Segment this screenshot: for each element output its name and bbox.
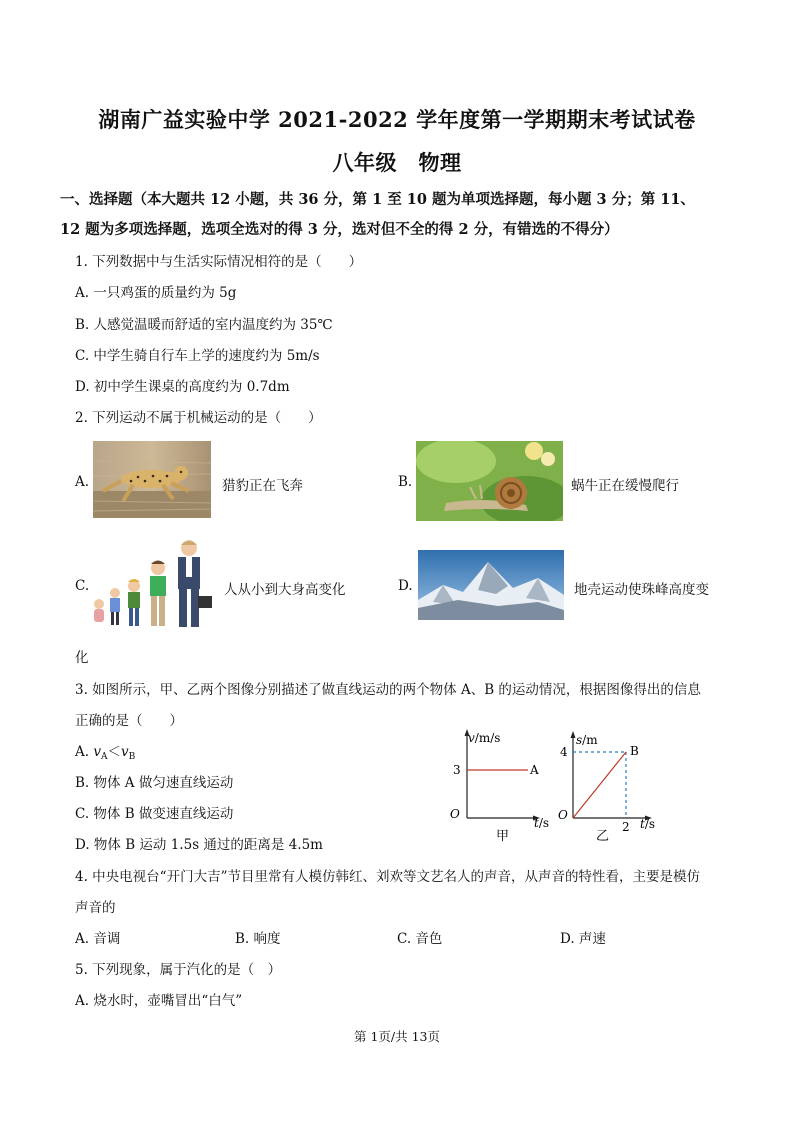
q1-option-a: A. 一只鸡蛋的质量约为 5g [75,285,237,301]
growth-figures-image [90,538,214,630]
q3-option-d: D. 物体 B 运动 1.5s 通过的距离是 4.5m [75,837,323,853]
q5-stem: 5. 下列现象，属于汽化的是（ ） [75,962,282,978]
graph-jia-tick-3: 3 [453,763,461,777]
q2-option-b-letter: B. [398,474,413,490]
velocity-time-graph [440,726,560,850]
graph-yi-tick-4: 4 [560,745,568,759]
q2-option-d-text-continued: 化 [75,650,89,666]
cheetah-image [93,441,211,518]
q2-option-a-text: 猎豹正在飞奔 [222,478,303,494]
graph-yi-x-label: t/s [640,817,656,831]
q3-stem-line2: 正确的是（ ） [75,713,183,729]
q3-option-a-sub2: B [128,752,136,762]
q4-option-d: D. 声速 [560,931,606,947]
graph-jia-x-label: t/s [534,816,550,830]
graph-jia-label-a: A [530,763,539,777]
q3-option-a-prefix: A. [75,744,94,760]
q1-stem: 1. 下列数据中与生活实际情况相符的是（ ） [75,254,363,270]
q2-option-c-letter: C. [75,578,90,594]
q4-option-c: C. 音色 [397,931,443,947]
graph-jia-origin: O [450,807,460,821]
graph-yi-y-arrow [571,731,576,738]
exam-subtitle: 八年级 物理 [332,150,462,175]
q4-stem-line1: 4. 中央电视台“开门大吉”节目里常有人模仿韩红、刘欢等文艺名人的声音，从声音的特性看，主要是模仿 [75,869,700,885]
q1-option-d: D. 初中学生课桌的高度约为 0.7dm [75,379,290,395]
graph-yi-label-b: B [630,744,639,758]
q3-option-a-sub1: A [100,752,108,762]
graph-yi-tick-2: 2 [622,820,630,834]
q4-option-a: A. 音调 [75,931,121,947]
q3-option-a-v2: v [120,744,129,760]
snail-image [416,441,563,521]
q2-option-c-text: 人从小到大身高变化 [224,582,346,598]
graph-jia-caption: 甲 [496,829,510,844]
graph-yi-y-label: s/m [576,733,598,747]
graph-yi-line-b [573,752,626,818]
mountain-image [418,550,564,620]
q2-option-b-text: 蜗牛正在缓慢爬行 [571,478,679,494]
q2-option-d-text: 地壳运动使珠峰高度变 [574,582,709,598]
q1-option-c: C. 中学生骑自行车上学的速度约为 5m/s [75,348,320,364]
q1-option-b: B. 人感觉温暖而舒适的室内温度约为 35℃ [75,317,333,333]
q3-option-b: B. 物体 A 做匀速直线运动 [75,775,234,791]
graph-yi-caption: 乙 [596,829,610,844]
q2-stem: 2. 下列运动不属于机械运动的是（ ） [75,410,322,426]
page-footer: 第 1页/共 13页 [353,1029,441,1044]
section-heading-line2: 12 题为多项选择题，选项全选对的得 3 分，选对但不全的得 2 分，有错选的不得分） [60,221,619,238]
graph-jia-y-label: v/m/s [468,731,501,745]
q3-option-a [75,740,135,762]
q3-option-a-v1: v [93,744,101,760]
q4-option-b: B. 响度 [235,931,281,947]
q3-option-a-less-than: ＜ [107,744,121,760]
graph-yi-origin: O [558,808,568,822]
q3-option-c: C. 物体 B 做变速直线运动 [75,806,234,822]
q5-option-a: A. 烧水时，壶嘴冒出“白气” [75,993,243,1009]
q2-option-d-letter: D. [398,578,413,594]
section-heading-line1: 一、选择题（本大题共 12 小题，共 36 分，第 1 至 10 题为单项选择题，每小题 3 分；第 11、 [60,191,695,208]
q3-stem-line1: 3. 如图所示，甲、乙两个图像分别描述了做直线运动的两个物体 A、B 的运动情况，根据图像得出的信息 [75,682,701,698]
q2-option-a-letter: A. [75,474,90,490]
distance-time-graph [556,722,662,850]
exam-title: 湖南广益实验中学 2021-2022 学年度第一学期期末考试试卷 [98,107,696,132]
q4-stem-line2: 声音的 [75,900,116,916]
